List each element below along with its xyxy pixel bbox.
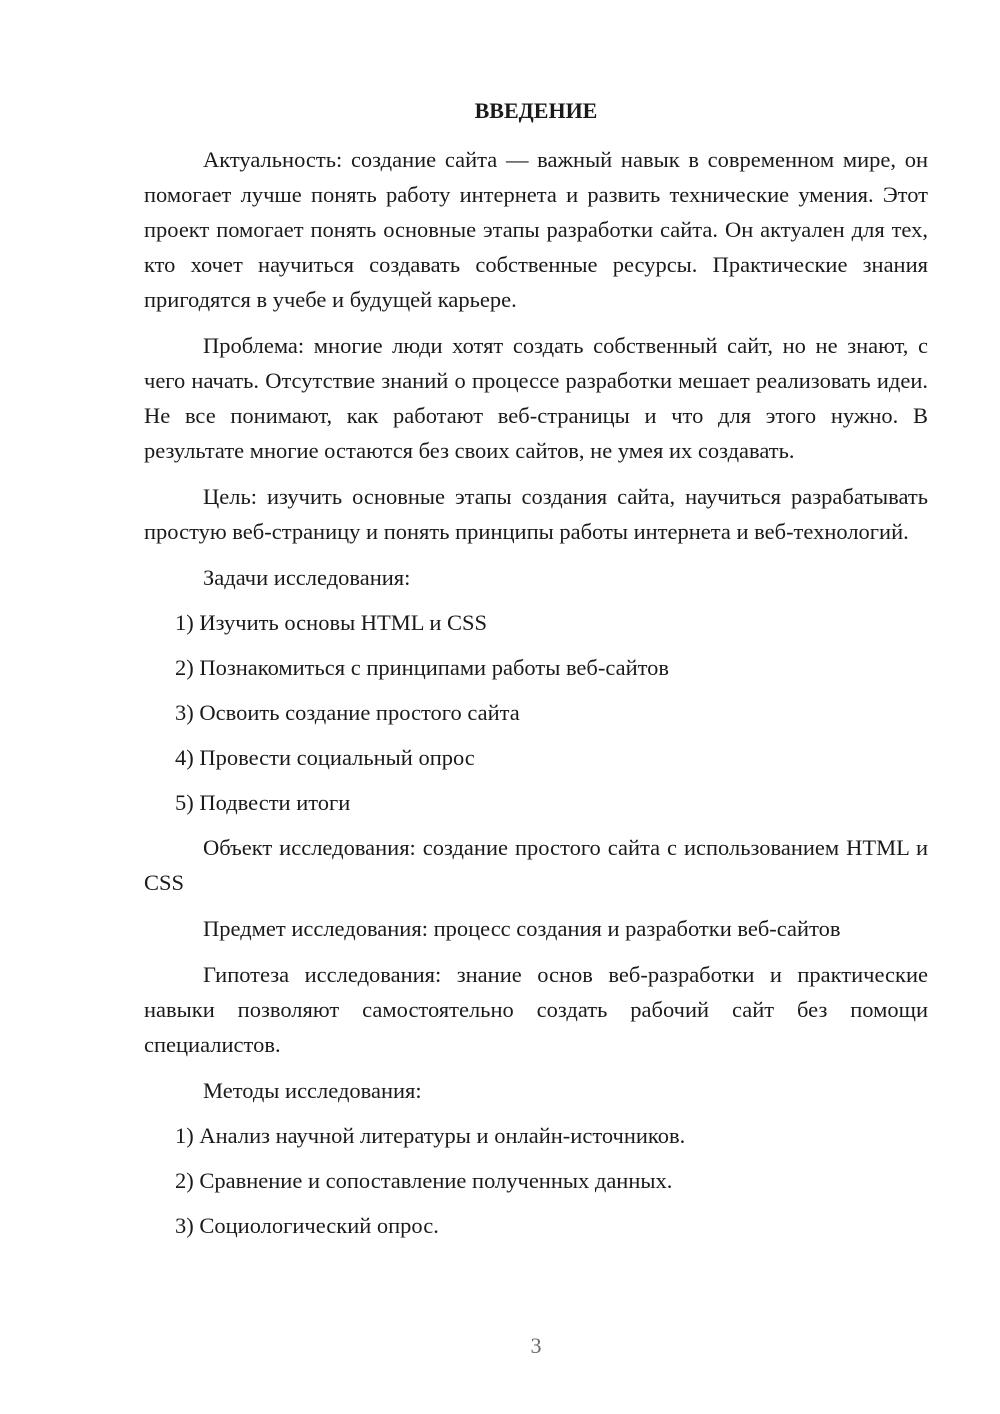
list-item: 2) Познакомиться с принципами работы веб-сайтов: [175, 655, 670, 680]
hypothesis-paragraph: Гипотеза исследования: знание основ веб-разработки и практические навыки позволяют самостоятельно создать рабочий сайт без помощи специалистов.: [144, 962, 928, 1057]
list-item: 3) Освоить создание простого сайта: [175, 700, 520, 725]
list-item: 1) Изучить основы HTML и CSS: [175, 610, 488, 635]
relevance-paragraph: Актуальность: создание сайта — важный навык в современном мире, он помогает лучше понять работу интернета и развить технические умения. Этот проект помогает понять основные этапы разработки сайта. Он актуален для тех, кто хочет научиться создавать собственные ресурсы. Практические знания пригодятся в учебе и будущей карьере.: [144, 147, 928, 312]
goal-paragraph: Цель: изучить основные этапы создания сайта, научиться разрабатывать простую веб-страницу и понять принципы работы интернета и веб-технологий.: [144, 484, 928, 544]
methods-list: [144, 1118, 928, 1243]
page-number: 3: [530, 1333, 542, 1358]
list-item: 5) Подвести итоги: [175, 790, 351, 815]
object-paragraph: Объект исследования: создание простого сайта с использованием HTML и CSS: [144, 835, 928, 895]
tasks-list: [144, 605, 928, 820]
page-content: [144, 93, 928, 1253]
list-item: 1) Анализ научной литературы и онлайн-источников.: [175, 1123, 686, 1148]
list-item: 2) Сравнение и сопоставление полученных данных.: [175, 1168, 673, 1193]
list-item: 3) Социологический опрос.: [175, 1213, 439, 1238]
problem-paragraph: Проблема: многие люди хотят создать собственный сайт, но не знают, с чего начать. Отсутствие знаний о процессе разработки мешает реализовать идеи. Не все понимают, как работают веб-страницы и что для этого нужно. В результате многие остаются без своих сайтов, не умея их создавать.: [144, 333, 928, 463]
methods-heading: Методы исследования:: [203, 1078, 422, 1103]
tasks-heading: Задачи исследования:: [203, 565, 411, 590]
subject-paragraph: Предмет исследования: процесс создания и разработки веб-сайтов: [203, 916, 841, 941]
list-item: 4) Провести социальный опрос: [175, 745, 475, 770]
page-title: ВВЕДЕНИЕ: [474, 98, 598, 123]
